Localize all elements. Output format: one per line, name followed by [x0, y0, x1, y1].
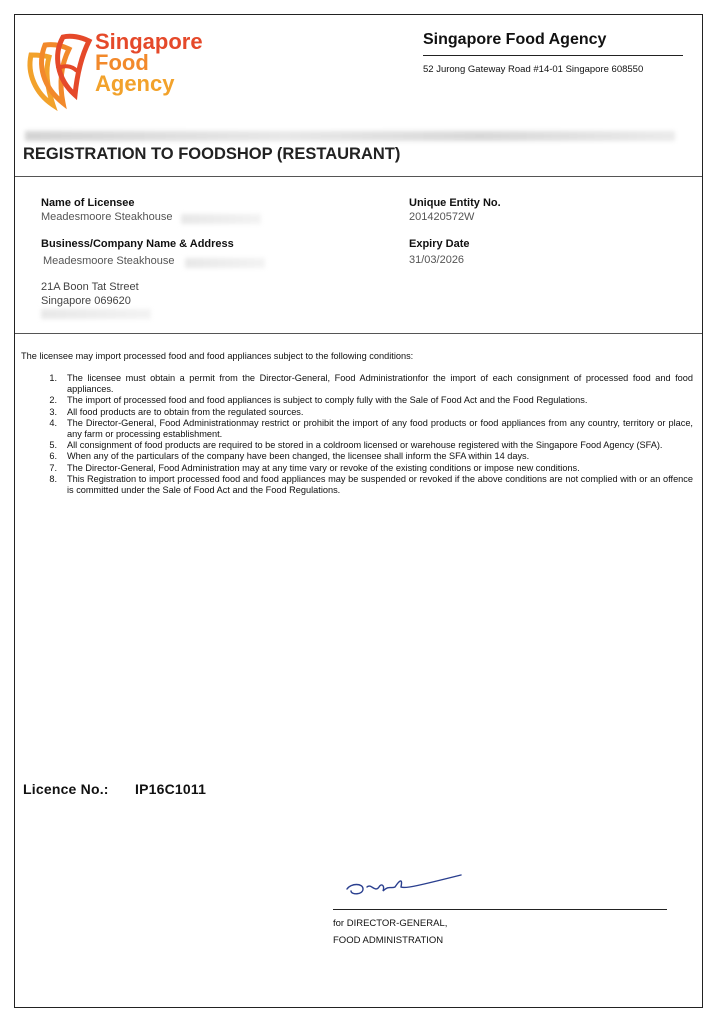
condition-number: 4.: [49, 417, 57, 428]
details-divider: [15, 333, 702, 334]
address-line-1: 21A Boon Tat Street: [41, 281, 139, 293]
agency-address: 52 Jurong Gateway Road #14-01 Singapore 608550: [423, 64, 644, 75]
condition-number: 7.: [49, 462, 57, 473]
condition-item: [39, 418, 693, 440]
condition-item: [39, 395, 693, 406]
licensee-name-value: Meadesmoore Steakhouse: [41, 211, 173, 223]
condition-number: 6.: [49, 451, 57, 462]
signatory-line-1: for DIRECTOR-GENERAL,: [333, 918, 448, 929]
conditions-intro: The licensee may import processed food and food appliances subject to the following conditions:: [21, 351, 414, 361]
address-line-2: Singapore 069620: [41, 295, 131, 307]
uen-label: Unique Entity No.: [409, 197, 501, 209]
sfa-logo: [23, 25, 223, 115]
logo-line-3: Agency: [95, 71, 175, 96]
redacted-area: [181, 214, 261, 224]
licence-label: Licence No.:: [23, 781, 109, 797]
uen-value: 201420572W: [409, 211, 475, 223]
logo-wordmark: [95, 31, 203, 94]
expiry-label: Expiry Date: [409, 238, 470, 250]
licence-document: [14, 14, 703, 1008]
condition-item: [39, 474, 693, 496]
condition-number: 3.: [49, 406, 57, 417]
business-value: Meadesmoore Steakhouse: [43, 255, 175, 267]
signature-icon: [341, 867, 471, 903]
agency-block: [423, 31, 683, 75]
condition-text: The import of processed food and food appliances is subject to comply fully with the Sale of Food Act and the Food Regulations.: [67, 395, 588, 406]
condition-text: The licensee must obtain a permit from the Director-General, Food Administrationfor the import of each consignment of processed food and food appliances.: [67, 373, 693, 395]
signature-line: [333, 909, 667, 910]
business-label: Business/Company Name & Address: [41, 238, 234, 250]
condition-text: This Registration to import processed food and food appliances may be suspended or revoked if the above conditions are not complied with or an offence is committed under the Sale of Food Act and the Food Regulations.: [67, 473, 693, 496]
agency-name: Singapore Food Agency: [423, 31, 683, 56]
title-divider: [15, 176, 702, 177]
redacted-area: [41, 309, 151, 319]
sfa-leaf-logo-icon: [23, 25, 93, 115]
logo-line-1: Singapore: [95, 29, 203, 54]
condition-item: [39, 373, 693, 395]
logo-line-2: Food: [95, 50, 149, 75]
condition-number: 8.: [49, 473, 57, 484]
redacted-title-banner: [25, 131, 675, 141]
condition-item: [39, 463, 693, 474]
condition-text: All food products are to obtain from the regulated sources.: [67, 406, 304, 417]
condition-text: The Director-General, Food Administration may at any time vary or revoke of the existing conditions or impose new conditions.: [67, 462, 580, 473]
condition-text: When any of the particulars of the company have been changed, the licensee shall inform the SFA within 14 days.: [67, 451, 530, 462]
condition-text: The Director-General, Food Administrationmay restrict or prohibit the import of any food products or food appliances from any country, territory or place, any farm or processing establishment.: [67, 417, 693, 440]
condition-text: All consignment of food products are required to be stored in a coldroom licensed or warehouse registered with the Singapore Food Agency (SFA).: [67, 440, 663, 451]
condition-number: 1.: [49, 373, 57, 383]
condition-number: 2.: [49, 395, 57, 406]
licence-value: IP16C1011: [135, 781, 207, 797]
licensee-name-label: Name of Licensee: [41, 197, 135, 209]
redacted-area: [185, 258, 265, 268]
conditions-list: [39, 373, 693, 496]
signatory-line-2: FOOD ADMINISTRATION: [333, 935, 444, 946]
condition-number: 5.: [49, 440, 57, 451]
condition-item: [39, 407, 693, 418]
condition-item: [39, 451, 693, 462]
condition-item: [39, 440, 693, 451]
licence-number: [23, 781, 206, 797]
expiry-value: 31/03/2026: [409, 254, 465, 266]
document-title: REGISTRATION TO FOODSHOP (RESTAURANT): [23, 145, 401, 163]
signatory-block: [333, 915, 447, 949]
